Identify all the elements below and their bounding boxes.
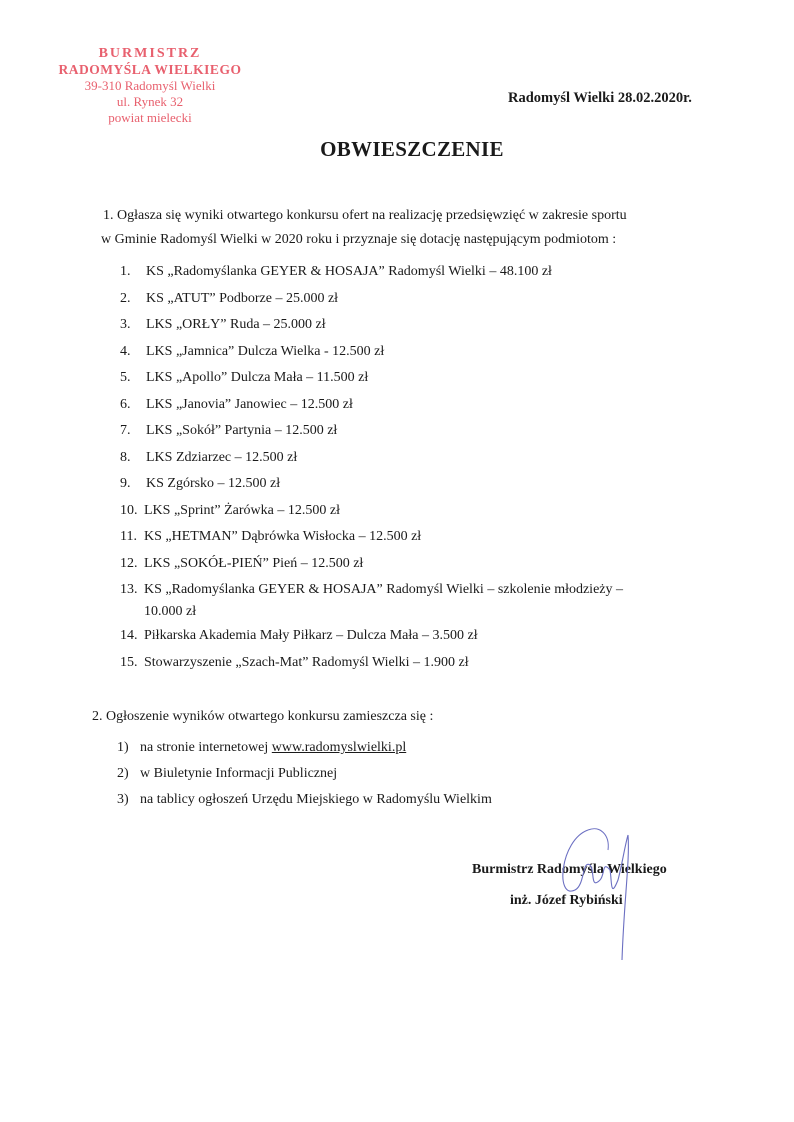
award-number: 13. [120, 582, 138, 597]
signature-title: Burmistrz Radomyśla Wielkiego [472, 862, 667, 877]
office-stamp [40, 46, 260, 126]
award-text: KS „ATUT” Podborze – 25.000 zł [146, 290, 339, 306]
signature-stroke [588, 829, 608, 850]
award-number: 4. [120, 343, 131, 359]
place-text: na stronie internetowej [140, 740, 272, 755]
award-item [120, 652, 623, 679]
award-text-continuation: 10.000 zł [144, 604, 197, 619]
section-1-intro [103, 204, 713, 252]
award-number: 8. [120, 449, 131, 465]
stamp-line-1: BURMISTRZ [98, 46, 202, 61]
publication-place-item [117, 737, 492, 763]
award-item [120, 625, 623, 652]
award-text: LKS „Sokół” Partynia – 12.500 zł [146, 423, 338, 438]
award-item [120, 500, 623, 527]
place-number: 3) [117, 792, 129, 807]
document-title: OBWIESZCZENIE [320, 137, 504, 161]
award-number: 3. [120, 317, 131, 332]
award-number: 5. [120, 370, 131, 385]
stamp-line-4: ul. Rynek 32 [116, 94, 184, 109]
award-item [120, 579, 623, 625]
award-text: LKS „Apollo” Dulcza Mała – 11.500 zł [146, 370, 369, 385]
award-text: LKS „Sprint” Żarówka – 12.500 zł [144, 502, 340, 518]
award-number: 6. [120, 396, 131, 412]
section-1-line-2: w Gminie Radomyśl Wielki w 2020 roku i przyznaje się dotację następującym podmiotom : [101, 232, 617, 247]
award-number: 15. [120, 654, 138, 670]
section-1-line-1: 1. Ogłasza się wyniki otwartego konkursu ofert na realizację przedsięwzięć w zakresie sportu [103, 208, 627, 223]
award-text: LKS „SOKÓŁ-PIEŃ” Pień – 12.500 zł [144, 555, 364, 571]
award-text: KS „Radomyślanka GEYER & HOSAJA” Radomyśl Wielki – szkolenie młodzieży – [144, 582, 624, 597]
award-item [120, 447, 623, 474]
stamp-line-5: powiat mielecki [108, 110, 192, 125]
award-text: LKS „ORŁY” Ruda – 25.000 zł [146, 317, 326, 332]
section-2-heading: 2. Ogłoszenie wyników otwartego konkursu zamieszcza się : [92, 709, 434, 724]
award-text: LKS Zdziarzec – 12.500 zł [146, 449, 298, 465]
award-text: LKS „Jamnica” Dulcza Wielka - 12.500 zł [146, 343, 385, 359]
award-item [120, 394, 623, 421]
document-date: Radomyśl Wielki 28.02.2020r. [508, 90, 692, 106]
publication-place-item [117, 763, 492, 789]
award-number: 7. [120, 423, 131, 438]
award-text: KS Zgórsko – 12.500 zł [146, 476, 281, 491]
stamp-line-3: 39-310 Radomyśl Wielki [84, 78, 216, 93]
place-text: na tablicy ogłoszeń Urzędu Miejskiego w Radomyślu Wielkim [140, 792, 492, 807]
award-text: KS „Radomyślanka GEYER & HOSAJA” Radomyśl Wielki – 48.100 zł [146, 264, 552, 279]
publication-place-item [117, 789, 492, 815]
award-item [120, 367, 623, 394]
award-number: 1. [120, 264, 131, 279]
award-text: KS „HETMAN” Dąbrówka Wisłocka – 12.500 zł [144, 529, 422, 544]
award-item [120, 553, 623, 580]
award-number: 14. [120, 628, 138, 643]
award-text: LKS „Janovia” Janowiec – 12.500 zł [146, 396, 353, 412]
award-number: 9. [120, 476, 131, 491]
award-number: 10. [120, 502, 138, 518]
award-item [120, 341, 623, 368]
award-item [120, 526, 623, 553]
awards-list [120, 261, 623, 678]
award-item [120, 288, 623, 315]
award-item [120, 314, 623, 341]
award-number: 11. [120, 529, 137, 544]
award-item [120, 473, 623, 500]
handwritten-signature-icon [540, 820, 670, 960]
award-number: 2. [120, 290, 131, 306]
publication-places-list [117, 737, 492, 815]
award-item [120, 261, 623, 288]
website-link[interactable]: www.radomyslwielki.pl [271, 740, 407, 755]
place-number: 2) [117, 766, 129, 781]
place-number: 1) [117, 740, 129, 755]
award-text: Piłkarska Akademia Mały Piłkarz – Dulcza Mała – 3.500 zł [144, 628, 478, 643]
signature-name: inż. Józef Rybiński [510, 893, 623, 908]
award-number: 12. [120, 555, 138, 571]
award-text: Stowarzyszenie „Szach-Mat” Radomyśl Wielki – 1.900 zł [144, 654, 469, 670]
award-item [120, 420, 623, 447]
place-text: w Biuletynie Informacji Publicznej [140, 766, 338, 781]
stamp-line-2: RADOMYŚLA WIELKIEGO [58, 62, 242, 77]
